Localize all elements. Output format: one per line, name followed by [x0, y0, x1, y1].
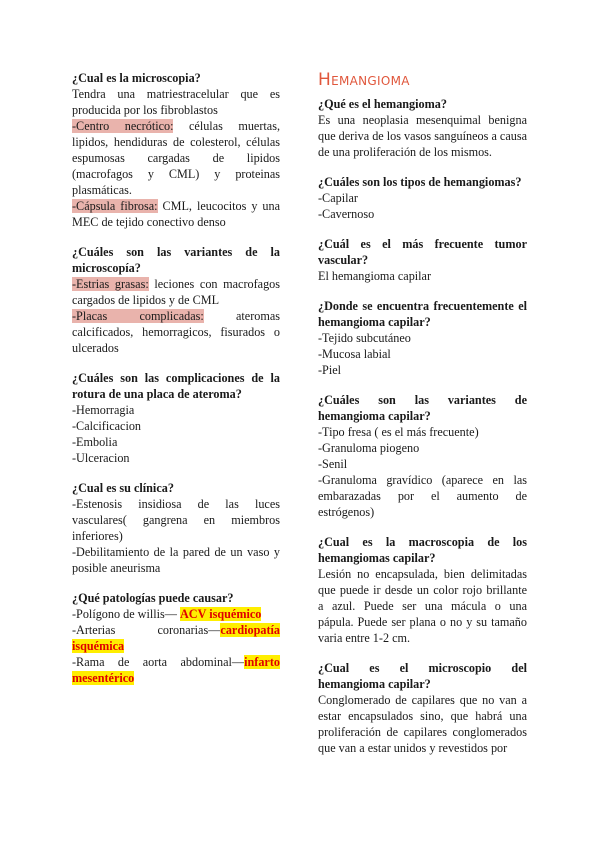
- list-item: -Embolia: [72, 435, 118, 449]
- highlight-term: cardiopatía isquémica: [72, 623, 280, 653]
- frecuente-block: [318, 236, 527, 284]
- list-item: -Senil: [318, 457, 348, 471]
- answer-text: [72, 118, 280, 198]
- answer-text: [72, 198, 280, 230]
- complicaciones-block: [72, 370, 280, 466]
- macroscopia-block: [318, 534, 527, 646]
- list-item: -Hemorragia: [72, 403, 135, 417]
- question-heading: ¿Cuáles son las variantes de la microscopía?: [72, 245, 280, 275]
- answer-text: Lesión no encapsulada, bien delimitadas que puede ir desde un color rojo brillante a azul. Puede ser una mácula o una pápula. Puede ser plana o no y su tamaño varia entre 1-2 cm.: [318, 567, 527, 645]
- variantes-microscopia-block: [72, 244, 280, 356]
- list-item: -Capilar: [318, 191, 358, 205]
- question-heading: ¿Cual es su clínica?: [72, 481, 174, 495]
- question-heading: ¿Cual es la microscopia?: [72, 71, 201, 85]
- que-es-block: [318, 96, 527, 160]
- highlight-term: infarto mesentérico: [72, 655, 280, 685]
- question-heading: ¿Qué patologías puede causar?: [72, 591, 234, 605]
- answer-span: -Rama de aorta abdominal—: [72, 655, 245, 669]
- answer-text: El hemangioma capilar: [318, 269, 432, 283]
- list-item: -Tipo fresa ( es el más frecuente): [318, 425, 479, 439]
- highlight-label: -Placas complicadas:: [72, 309, 204, 323]
- list-item: [72, 606, 280, 622]
- highlight-label: -Estrias grasas:: [72, 277, 149, 291]
- microscopio-block: [318, 660, 527, 756]
- answer-span: CML, leucocitos y una MEC de tejido conectivo denso: [72, 199, 280, 229]
- highlight-label: -Cápsula fibrosa:: [72, 199, 158, 213]
- answer-text: Conglomerado de capilares que no van a estar encapsulados sino, que habrá una proliferación de capilares conglomerados que van a estar unidos y revestidos por: [318, 693, 527, 755]
- tipos-block: [318, 174, 527, 222]
- clinica-block: [72, 480, 280, 576]
- question-heading: ¿Cuáles son las variantes de hemangioma capilar?: [318, 393, 527, 423]
- question-heading: ¿Cuál es el más frecuente tumor vascular?: [318, 237, 527, 267]
- list-item: [72, 622, 280, 654]
- list-item: -Piel: [318, 363, 342, 377]
- question-heading: ¿Cual es la macroscopia de los hemangiomas capilar?: [318, 535, 527, 565]
- patologias-block: [72, 590, 280, 686]
- question-heading: ¿Cual es el microscopio del hemangioma capilar?: [318, 661, 527, 691]
- list-item: -Debilitamiento de la pared de un vaso y posible aneurisma: [72, 545, 280, 575]
- right-column: [318, 70, 527, 770]
- answer-span: leciones con macrofagos cargados de lipidos y de CML: [72, 277, 280, 307]
- answer-text: Es una neoplasia mesenquimal benigna que deriva de los vasos sanguíneos a causa de una proliferación de los mismos.: [318, 113, 527, 159]
- question-heading: ¿Cuáles son los tipos de hemangiomas?: [318, 175, 522, 189]
- answer-span: ateromas calcificados, hemorragicos, fisurados o ulcerados: [72, 309, 280, 355]
- highlight-label: -Centro necrótico:: [72, 119, 174, 133]
- highlight-term: ACV isquémico: [180, 607, 262, 621]
- answer-text: Tendra una matriestracelular que es producida por los fibroblastos: [72, 87, 280, 117]
- answer-text: [72, 276, 280, 308]
- list-item: -Tejido subcutáneo: [318, 331, 411, 345]
- donde-block: [318, 298, 527, 378]
- answer-span: -Polígono de willis—: [72, 607, 180, 621]
- answer-span: células muertas, lipidos, hendiduras de colesterol, células espumosas cargadas de lipidos (macrofagos y CML) y proteinas plasmáticas.: [72, 119, 280, 197]
- list-item: -Mucosa labial: [318, 347, 391, 361]
- question-heading: ¿Donde se encuentra frecuentemente el hemangioma capilar?: [318, 299, 527, 329]
- list-item: [72, 654, 280, 686]
- list-item: -Cavernoso: [318, 207, 375, 221]
- list-item: -Ulceracion: [72, 451, 130, 465]
- left-column: [72, 70, 280, 700]
- variantes-capilar-block: [318, 392, 527, 520]
- list-item: -Estenosis insidiosa de las luces vasculares( gangrena en miembros inferiores): [72, 497, 280, 543]
- answer-text: [72, 308, 280, 356]
- question-heading: ¿Cuáles son las complicaciones de la rotura de una placa de ateroma?: [72, 371, 280, 401]
- answer-span: -Arterias coronarias—: [72, 623, 221, 637]
- list-item: -Calcificacion: [72, 419, 142, 433]
- microscopia-block: [72, 70, 280, 230]
- list-item: -Granuloma piogeno: [318, 441, 420, 455]
- section-title: Hemangioma: [318, 70, 410, 90]
- list-item: -Granuloma gravídico (aparece en las embarazadas por el aumento de estrógenos): [318, 473, 527, 519]
- question-heading: ¿Qué es el hemangioma?: [318, 97, 447, 111]
